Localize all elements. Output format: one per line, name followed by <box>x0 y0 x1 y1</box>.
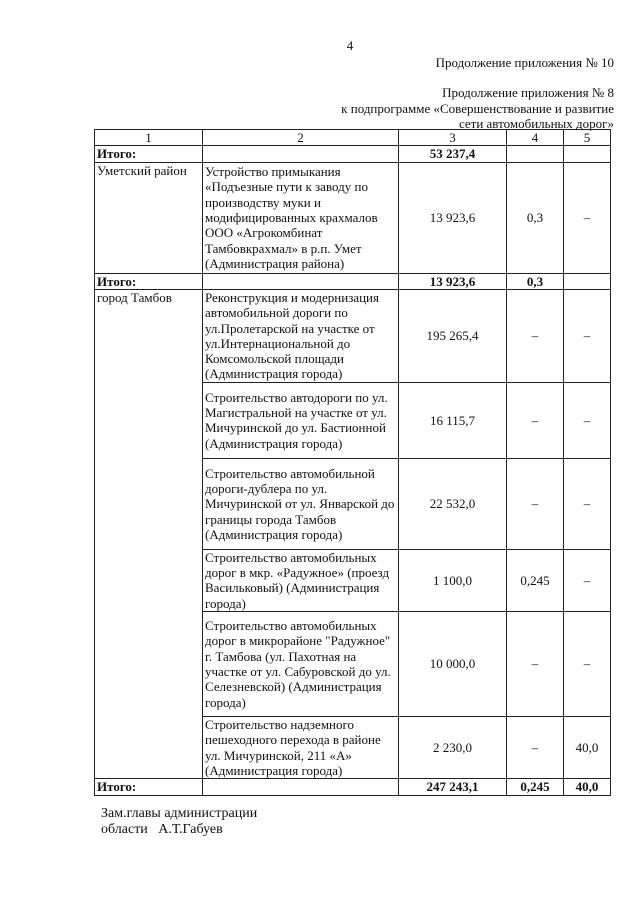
table-cell <box>203 779 399 795</box>
col5-cell: – <box>564 289 611 382</box>
col5-cell: – <box>564 382 611 458</box>
amount-cell: 1 100,0 <box>399 549 507 611</box>
length-cell: 0,245 <box>507 549 564 611</box>
header-cell: 3 <box>399 130 507 146</box>
continuation-appendix-10: Продолжение приложения № 10 <box>435 55 614 70</box>
amount-cell: 22 532,0 <box>399 458 507 549</box>
total-col5: 40,0 <box>564 779 611 795</box>
col5-cell: – <box>564 458 611 549</box>
project-description: Строительство автомобильной дороги-дублера по ул. Мичуринской от ул. Январской до границы города Тамбов (Администрация города) <box>203 458 399 549</box>
total-amount: 13 923,6 <box>399 273 507 289</box>
amount-cell: 195 265,4 <box>399 289 507 382</box>
table-cell <box>203 273 399 289</box>
district-name: город Тамбов <box>95 289 203 778</box>
total-col5 <box>564 273 611 289</box>
appendix-table <box>94 129 611 796</box>
table-row <box>95 162 611 273</box>
project-description: Строительство автомобильных дорог в микрорайоне "Радужное" г. Тамбова (ул. Пахотная на участке от ул. Сабуровской до ул. Селезневской) (Администрация города) <box>203 612 399 717</box>
project-description: Реконструкция и модернизация автомобильной дороги по ул.Пролетарской на участке от ул.Интернациональной до Комсомольской площади (Администрация города) <box>203 289 399 382</box>
length-cell: – <box>507 382 564 458</box>
length-cell: – <box>507 612 564 717</box>
signature-block <box>101 806 257 838</box>
length-cell: – <box>507 717 564 779</box>
total-length: 0,245 <box>507 779 564 795</box>
header-cell: 4 <box>507 130 564 146</box>
total-label: Итого: <box>95 146 203 162</box>
project-description: Устройство примыкания «Подъезные пути к заводу по производству муки и модифицированных крахмалов ООО «Агрокомбинат Тамбовкрахмал» в р.п. Умет (Администрация района) <box>203 162 399 273</box>
project-description: Строительство надземного пешеходного перехода в районе ул. Мичуринской, 211 «А» (Администрация города) <box>203 717 399 779</box>
signature-position: Зам.главы администрации <box>101 806 258 821</box>
project-description: Строительство автомобильных дорог в мкр. «Радужное» (проезд Васильковый) (Администрация города) <box>203 549 399 611</box>
total-amount: 53 237,4 <box>399 146 507 162</box>
total-col5 <box>564 146 611 162</box>
total-amount: 247 243,1 <box>399 779 507 795</box>
project-description: Строительство автодороги по ул. Магистральной на участке от ул. Мичуринской до ул. Бастионной (Администрация города) <box>203 382 399 458</box>
continuation-appendix-8 <box>341 85 614 132</box>
continuation-line-2: к подпрограмме «Совершенствование и развитие <box>341 100 614 116</box>
total-length: 0,3 <box>507 273 564 289</box>
length-cell: 0,3 <box>507 162 564 273</box>
length-cell: – <box>507 289 564 382</box>
col5-cell: – <box>564 549 611 611</box>
signature-name: области А.Т.Габуев <box>101 822 223 837</box>
amount-cell: 10 000,0 <box>399 612 507 717</box>
page-number: 4 <box>346 38 354 53</box>
total-label: Итого: <box>95 273 203 289</box>
continuation-line-1: Продолжение приложения № 8 <box>442 85 614 100</box>
col5-cell: – <box>564 162 611 273</box>
total-row <box>95 779 611 795</box>
header-cell: 2 <box>203 130 399 146</box>
total-label: Итого: <box>95 779 203 795</box>
amount-cell: 13 923,6 <box>399 162 507 273</box>
header-cell: 5 <box>564 130 611 146</box>
table-header-row <box>95 130 611 146</box>
continuation-line-3: сети автомобильных дорог» <box>458 116 614 131</box>
total-row <box>95 146 611 162</box>
district-name: Уметский район <box>95 162 203 273</box>
amount-cell: 2 230,0 <box>399 717 507 779</box>
header-cell: 1 <box>95 130 203 146</box>
table-cell <box>203 146 399 162</box>
total-length <box>507 146 564 162</box>
table-row <box>95 289 611 382</box>
col5-cell: – <box>564 612 611 717</box>
total-row <box>95 273 611 289</box>
amount-cell: 16 115,7 <box>399 382 507 458</box>
col5-cell: 40,0 <box>564 717 611 779</box>
length-cell: – <box>507 458 564 549</box>
